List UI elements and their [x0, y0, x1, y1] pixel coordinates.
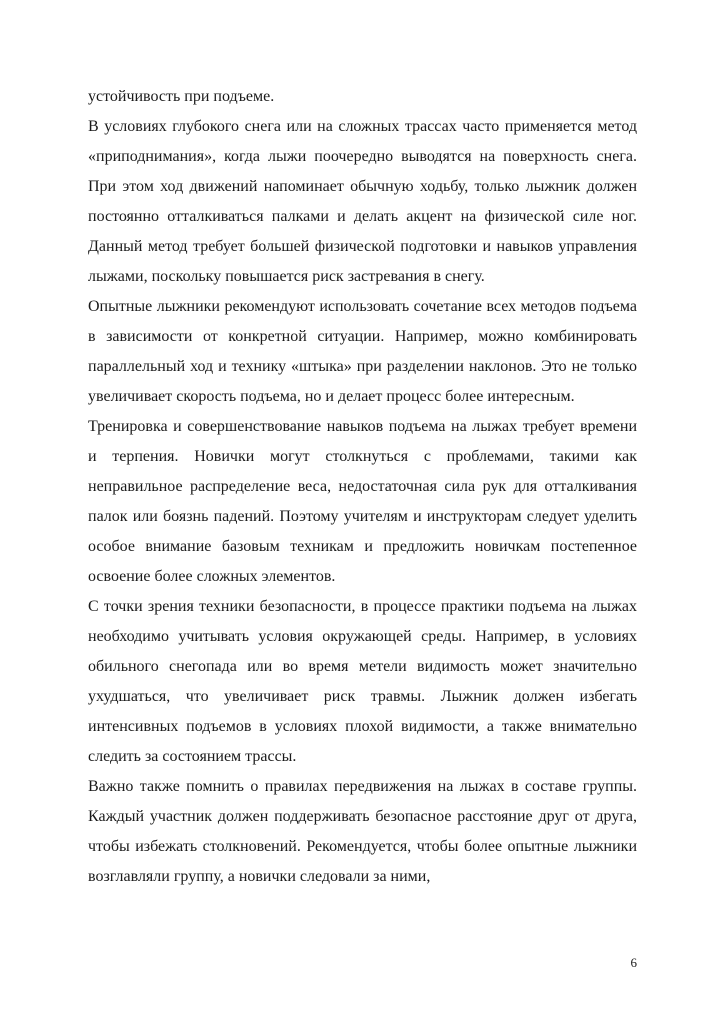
page-number: 6	[630, 955, 637, 970]
paragraph-3: Опытные лыжники рекомендуют использовать сочетание всех методов подъема в зависимости от конкретной ситуации. Например, можно комбинировать параллельный ход и технику «штыка» при разделении наклонов. Это не только увеличивает скорость подъема, но и делает процесс более интересным.	[88, 298, 637, 405]
paragraph-4: Тренировка и совершенствование навыков подъема на лыжах требует времени и терпения. Новички могут столкнуться с проблемами, такими как неправильное распределение веса, недостаточная сила рук для отталкивания палок или боязнь падений. Поэтому учителям и инструкторам следует уделить особое внимание базовым техникам и предложить новичкам постепенное освоение более сложных элементов.	[88, 418, 637, 585]
paragraph-2: В условиях глубокого снега или на сложных трассах часто применяется метод «приподнимания», когда лыжи поочередно выводятся на поверхность снега. При этом ход движений напоминает обычную ходьбу, только лыжник должен постоянно отталкиваться палками и делать акцент на физической силе ног. Данный метод требует большей физической подготовки и навыков управления лыжами, поскольку повышается риск застревания в снегу.	[88, 118, 637, 285]
paragraph-6: Важно также помнить о правилах передвижения на лыжах в составе группы. Каждый участник должен поддерживать безопасное расстояние друг от друга, чтобы избежать столкновений. Рекомендуется, чтобы более опытные лыжники возглавляли группу, а новички следовали за ними,	[88, 778, 637, 885]
paragraph-5: С точки зрения техники безопасности, в процессе практики подъема на лыжах необходимо учитывать условия окружающей среды. Например, в условиях обильного снегопада или во время метели видимость может значительно ухудшаться, что увеличивает риск травмы. Лыжник должен избегать интенсивных подъемов в условиях плохой видимости, а также внимательно следить за состоянием трассы.	[88, 598, 637, 765]
page-body	[88, 82, 637, 892]
paragraph-1: устойчивость при подъеме.	[88, 88, 275, 105]
